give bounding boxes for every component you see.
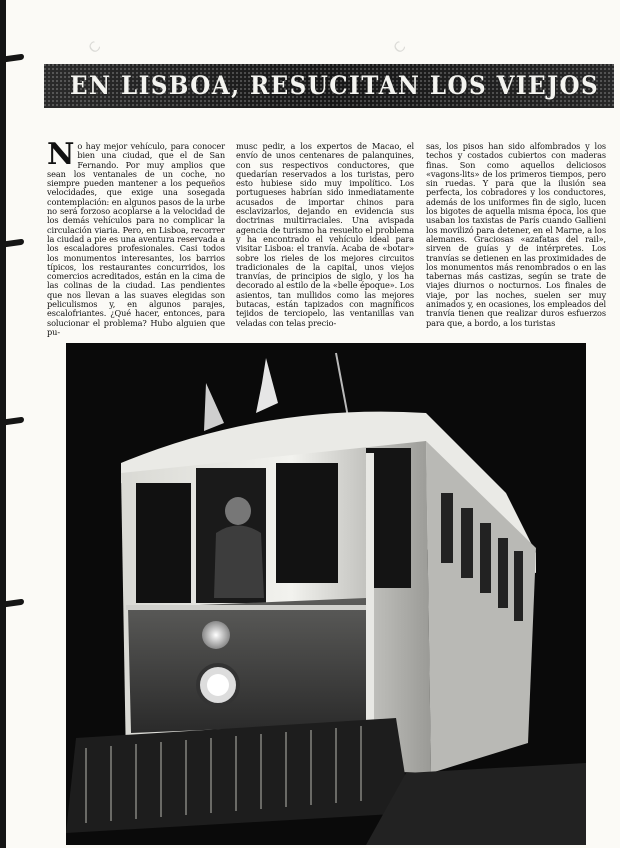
column-2-text: musc pedir, a los expertos de Macao, el envío de unos centenares de palanquines, con sus respectivos conductores, que quedarían reservados a los turistas, pero esto hubiese sido muy impolítico. Los portugueses habrían sido inmediatamente acusados de importar chinos para esclavizarlos, dejando en evidencia sus doctrinas multirraciales. Una avispada agencia de turismo ha resuelto el problema y ha encontrado el vehículo ideal para visitar Lisboa: el tranvía. Acaba de «botar» sobre los rieles de los mejores circuitos tradicionales de la capital, unos viejos tranvías, de principios de siglo, y los ha decorado al estilo de la «belle époque». Los asientos, tan mullidos como las mejores butacas, están tapizados con magníficos tejidos de terciopelo, las ventanillas van veladas con telas precio- <box>236 141 414 328</box>
tram-photograph <box>66 343 586 845</box>
headline-banner <box>44 64 614 108</box>
upper-headlamp <box>202 621 230 649</box>
article-column-2 <box>236 141 414 328</box>
article-column-1 <box>47 137 225 337</box>
watermark-mark: C <box>390 38 410 58</box>
article-column-3 <box>426 141 606 328</box>
tram-illustration <box>66 343 586 845</box>
binding-mark <box>4 599 24 608</box>
binding-mark <box>4 417 24 426</box>
binding-mark <box>4 54 24 63</box>
column-1-text: o hay mejor vehículo, para conocer bien una ciudad, que el de San Fernando. Por muy amplios que sean los ventanales de un coche, no siempre pueden mantener a los pequeños velocidades, que exige una sosegada contemplación: en algunos pasos de la urbe no será forzoso acoplarse a la velocidad de los demás vehículos para no complicar la circulación viaria. Pero, en Lisboa, recorrer la ciudad a pie es una aventura reservada a los escaladores profesionales. Casi todos los monumentos interesantes, los barrios típicos, los restaurantes concurridos, los comercios acreditados, están en la cima de las colinas de la ciudad. Las pendientes que nos llevan a las suaves elegidas son peliculismos y, en algunos parajes, escalofriantes. ¿Qué hacer, entonces, para solucionar el problema? Hubo alguien que pu- <box>47 141 225 337</box>
watermark-mark: C <box>85 38 105 58</box>
binding-mark <box>4 239 24 248</box>
drop-cap: N <box>47 137 75 172</box>
column-3-text: sas, los pisos han sido alfombrados y los techos y costados cubiertos con maderas finas. Son como aquellos deliciosos «vagons-lits» de los primeros tiempos, pero sin ruedas. Y para que la ilusión sea perfecta, los cobradores y los conductores, además de los uniformes fin de siglo, lucen los bigotes de aquella misma época, los que usaban los taxistas de París cuando Gallieni los movilizó para detener, en el Marne, a los alemanes. Graciosas «azafatas del rail», sirven de guías y de intérpretes. Los tranvías se detienen en las proximidades de los monumentos más renombrados o en las tabernas más castizas, según se trate de viajes diurnos o nocturnos. Los finales de viaje, por las noches, suelen ser muy animados y, en ocasiones, los empleados del tranvía tienen que realizar duros esfuerzos para que, a bordo, a los turistas <box>426 141 606 328</box>
headline: EN LISBOA, RESUCITAN LOS VIEJOS <box>70 71 600 100</box>
